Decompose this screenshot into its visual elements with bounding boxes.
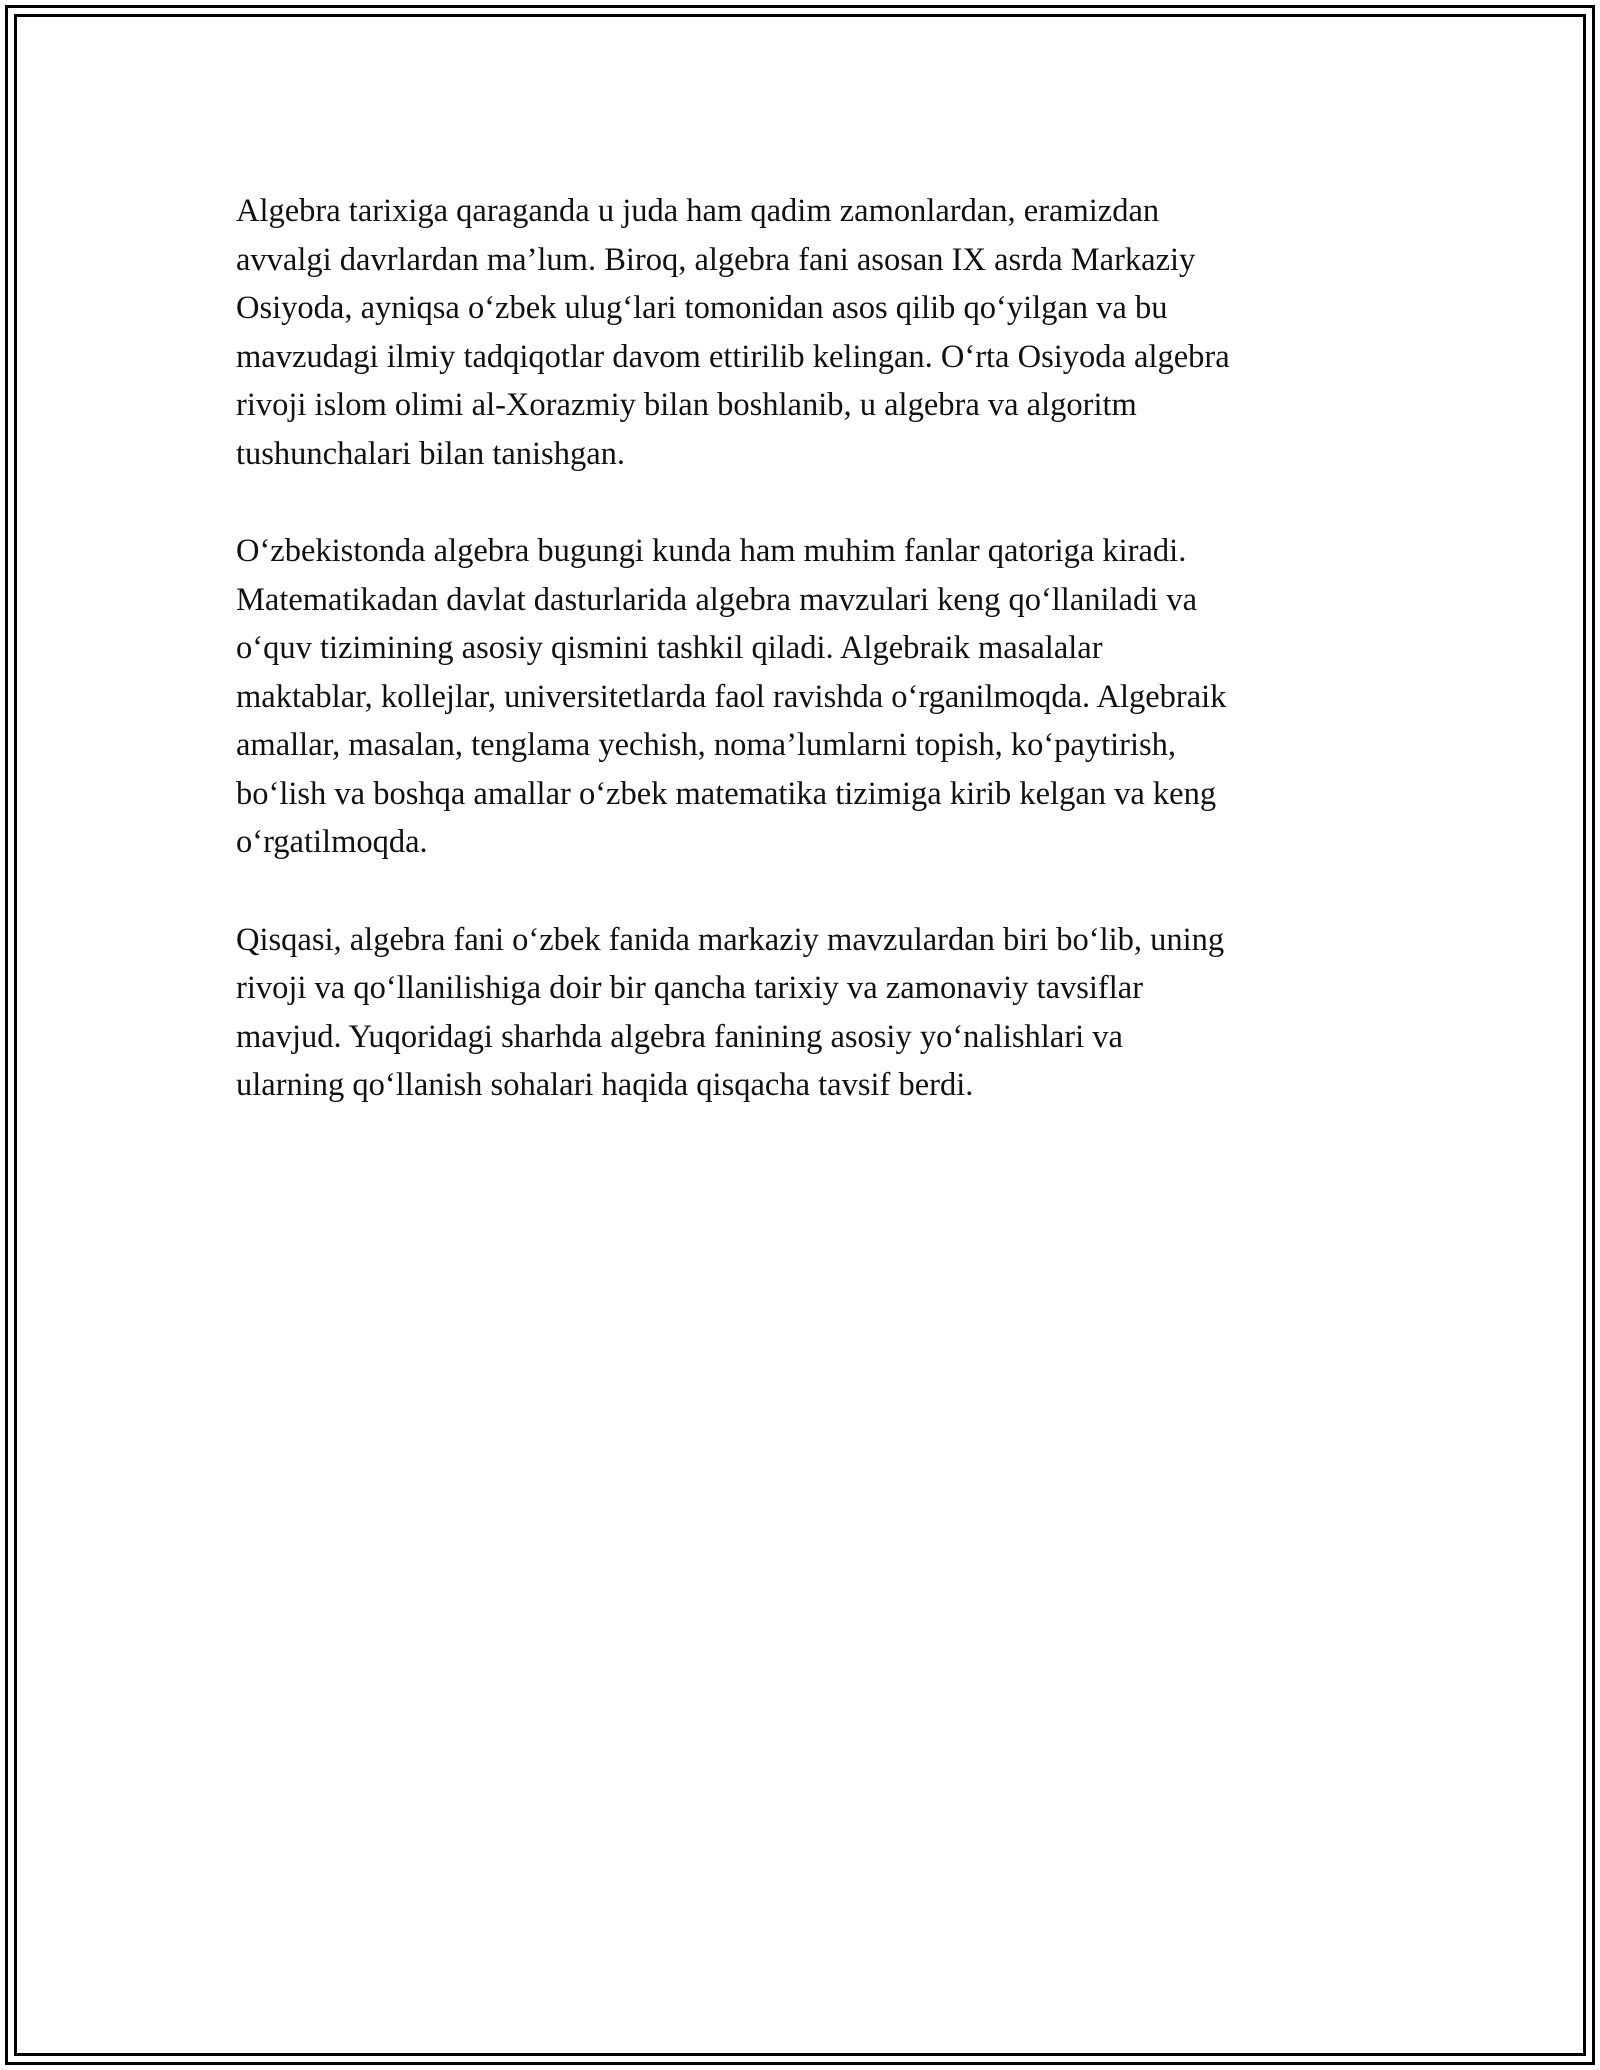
text-line: o‘quv tizimining asosiy qismini tashkil qiladi. Algebraik masalalar xyxy=(236,630,1103,666)
text-line: avvalgi davrlardan ma’lum. Biroq, algebra fani asosan IX asrda Markaziy xyxy=(236,241,1196,278)
text-line: Osiyoda, ayniqsa o‘zbek ulug‘lari tomonidan asos qilib qo‘yilgan va bu xyxy=(236,290,1168,326)
text-line: Matematikadan davlat dasturlarida algebra mavzulari keng qo‘llaniladi va xyxy=(236,581,1198,618)
text-line: bo‘lish va boshqa amallar o‘zbek matematika tizimiga kirib kelgan va keng xyxy=(236,775,1217,812)
paragraph-uzbekistan xyxy=(236,527,1366,867)
paragraph-history xyxy=(236,187,1366,478)
text-line: Algebra tarixiga qaraganda u juda ham qadim zamonlardan, eramizdan xyxy=(236,193,1160,229)
text-line: ularning qo‘llanish sohalari haqida qisqacha tavsif berdi. xyxy=(236,1067,974,1103)
text-line: rivoji islom olimi al-Xorazmiy bilan boshlanib, u algebra va algoritm xyxy=(236,387,1137,423)
text-line: o‘rgatilmoqda. xyxy=(236,824,428,860)
document-body xyxy=(236,187,1366,1159)
paragraph-summary xyxy=(236,916,1366,1110)
text-line: mavzudagi ilmiy tadqiqotlar davom ettirilib kelingan. O‘rta Osiyoda algebra xyxy=(236,338,1230,375)
text-line: O‘zbekistonda algebra bugungi kunda ham muhim fanlar qatoriga kiradi. xyxy=(236,533,1187,569)
text-line: maktablar, kollejlar, universitetlarda faol ravishda o‘rganilmoqda. Algebraik xyxy=(236,678,1227,715)
text-line: mavjud. Yuqoridagi sharhda algebra fanining asosiy yo‘nalishlari va xyxy=(236,1018,1123,1055)
text-line: tushunchalari bilan tanishgan. xyxy=(236,435,626,472)
text-line: amallar, masalan, tenglama yechish, noma’lumlarni topish, ko‘paytirish, xyxy=(236,727,1177,763)
text-line: rivoji va qo‘llanilishiga doir bir qancha tarixiy va zamonaviy tavsiflar xyxy=(236,970,1144,1006)
text-line: Qisqasi, algebra fani o‘zbek fanida markaziy mavzulardan biri bo‘lib, uning xyxy=(236,921,1225,958)
